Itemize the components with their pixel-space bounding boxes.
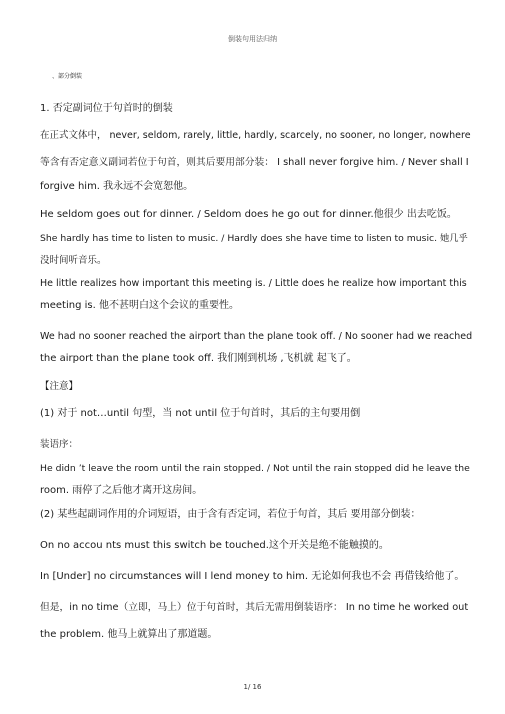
text-line: 在正式文体中， never, seldom, rarely, little, hardly, scarcely, no sooner, no longer, nowhere: [40, 130, 471, 141]
text-line: He little realizes how important this meeting is. / Little does he realize how important this: [40, 278, 467, 289]
text-line: 没时间听音乐。: [40, 255, 107, 266]
page-header: 倒装句用法归纳: [228, 35, 277, 43]
text-line: forgive him. 我永远不会宽恕他。: [40, 181, 194, 192]
text-line: On no accou nts must this switch be touched.这个开关是绝不能触摸的。: [40, 540, 389, 551]
text-line: the problem. 他马上就算出了那道题。: [40, 629, 218, 640]
text-line: In [Under] no circumstances will I lend money to him. 无论如何我也不会 再借钱给他了。: [40, 571, 465, 582]
page-number: 1/ 16: [243, 683, 262, 691]
text-line: 1. 否定副词位于句首时的倒装: [40, 103, 173, 114]
text-line: the airport than the plane took off. 我们刚到机场 ,飞机就 起飞了。: [40, 353, 357, 364]
text-line: 但是，in no time（立即，马上）位于句首时，其后无需用倒装语序： In no time he worked out: [40, 602, 469, 613]
text-line: She hardly has time to listen to music. / Hardly does she have time to listen to music. 她几乎: [40, 233, 468, 244]
text-line: (2) 某些起副词作用的介词短语，由于含有否定词，若位于句首，其后 要用部分倒装：: [40, 509, 421, 520]
text-line: He didn ’t leave the room until the rain stopped. / Not until the rain stopped did he leave the: [40, 463, 470, 474]
text-line: He seldom goes out for dinner. / Seldom does he go out for dinner.他很少 出去吃饭。: [40, 209, 457, 220]
text-line: room. 雨停了之后他才离开这房间。: [40, 485, 203, 496]
text-line: 装语序：: [40, 439, 79, 450]
text-line: We had no sooner reached the airport than the plane took off. / No sooner had we reached: [40, 331, 473, 342]
section-heading: 、部分倒装: [52, 73, 83, 80]
text-line: 等含有否定意义副词若位于句首，则其后要用部分装： I shall never forgive him. / Never shall I: [40, 157, 469, 168]
note-heading: 【注意】: [40, 381, 79, 392]
text-line: meeting is. 他不甚明白这个会议的重要性。: [40, 300, 239, 311]
text-line: (1) 对于 not…until 句型，当 not until 位于句首时，其后的主句要用倒: [40, 408, 361, 419]
